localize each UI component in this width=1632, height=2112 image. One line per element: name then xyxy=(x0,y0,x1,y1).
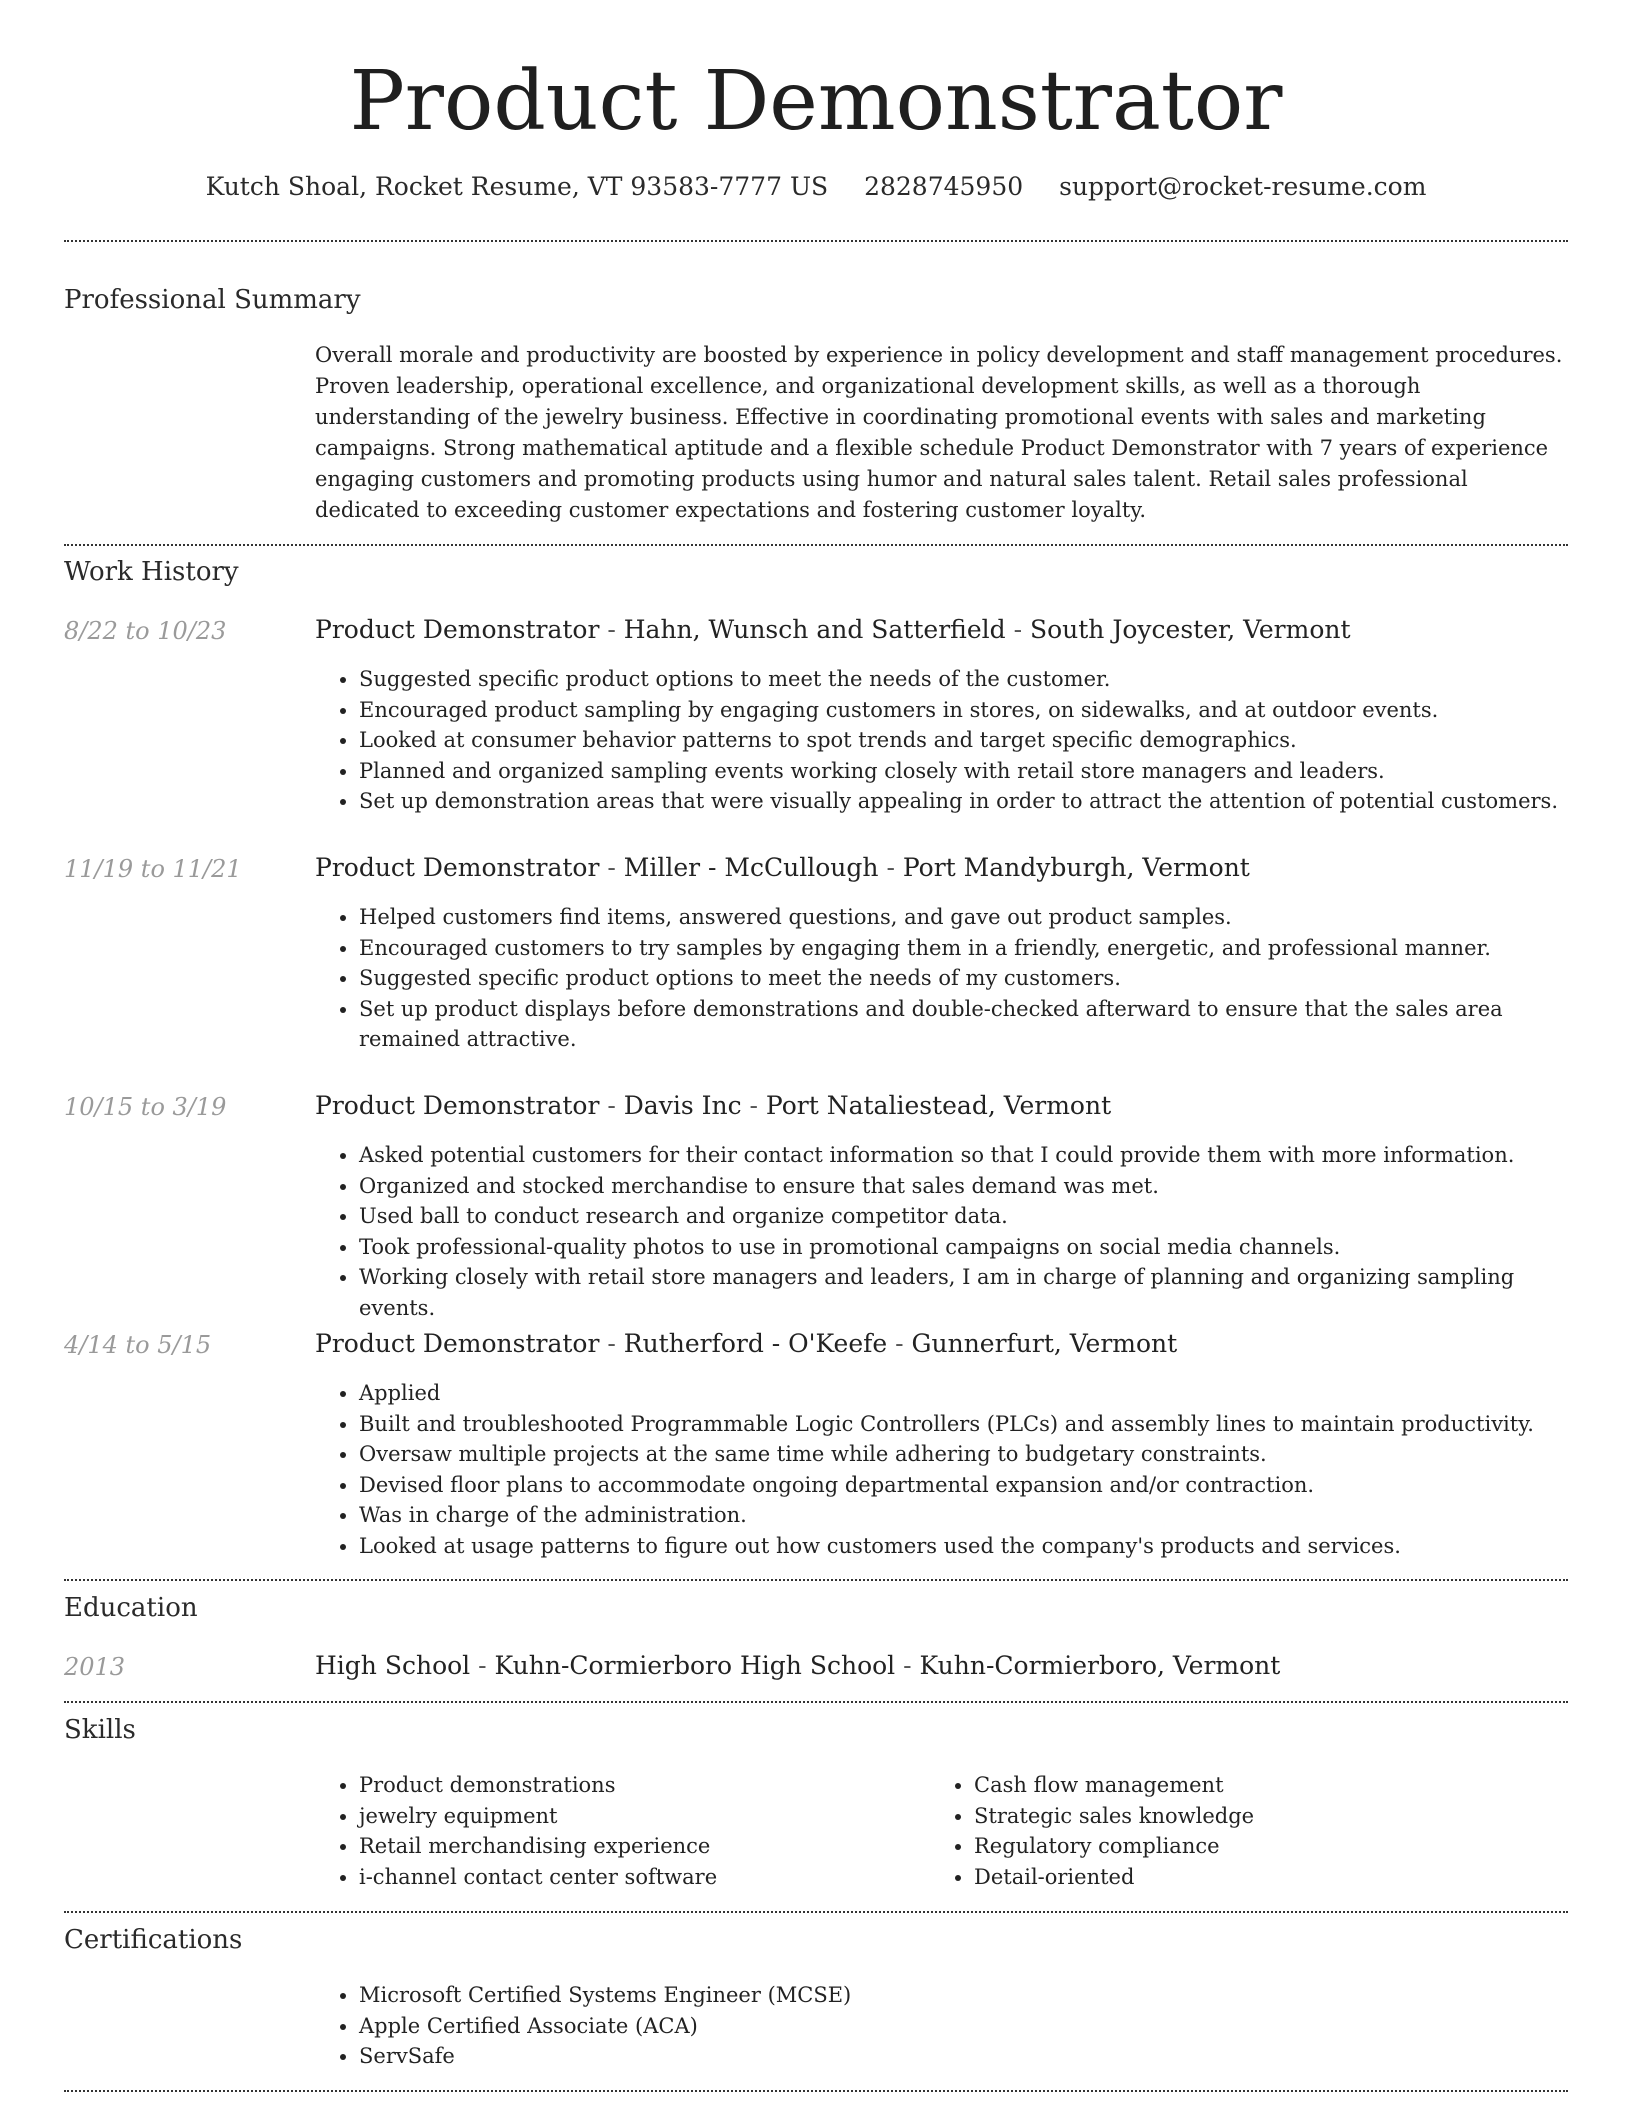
contact-email: support@rocket-resume.com xyxy=(1059,172,1427,201)
certifications-heading: Certifications xyxy=(64,1925,243,1955)
job-role: Product Demonstrator xyxy=(315,1091,600,1120)
education-degree: High School xyxy=(315,1651,471,1680)
job-bullets xyxy=(315,664,1568,817)
job-bullet: • Set up product displays before demonstrations and double-checked afterward to ensure that the sales area remained attractive. xyxy=(359,994,1568,1055)
contact-phone: 2828745950 xyxy=(864,172,1024,201)
summary-text: Overall morale and productivity are boosted by experience in policy development and staff management procedures. Proven leadership, operational excellence, and organizational development skills, as well as a thorough understanding of the jewelry business. Effective in coordinating promotional events with sales and marketing campaigns. Strong mathematical aptitude and a flexible schedule Product Demonstrator with 7 years of experience engaging customers and promoting products using humor and natural sales talent. Retail sales professional dedicated to exceeding customer expectations and fostering customer loyalty. xyxy=(315,343,1563,522)
contact-address: Kutch Shoal, Rocket Resume, VT 93583-7777 US xyxy=(205,172,829,201)
skills-column-left xyxy=(315,1770,915,1892)
work-history-heading: Work History xyxy=(64,557,239,587)
job-bullet: • Encouraged customers to try samples by engaging them in a friendly, energetic, and professional manner. xyxy=(359,933,1568,964)
resume-name: Product Demonstrator xyxy=(349,54,1283,149)
job-bullets xyxy=(315,1378,1568,1561)
job-bullet: • Looked at consumer behavior patterns to spot trends and target specific demographics. xyxy=(359,725,1568,756)
certification-item: • Microsoft Certified Systems Engineer (MCSE) xyxy=(359,1980,1568,2011)
skill-item: • i-channel contact center software xyxy=(359,1862,915,1893)
job-role: Product Demonstrator xyxy=(315,853,600,882)
divider xyxy=(64,544,1568,546)
skill-item: • jewelry equipment xyxy=(359,1801,915,1832)
job-dates: 4/14 to 5/15 xyxy=(64,1331,212,1359)
divider xyxy=(64,1911,1568,1913)
divider xyxy=(64,2090,1568,2092)
job-bullet: • Helped customers find items, answered questions, and gave out product samples. xyxy=(359,902,1568,933)
job-dates: 11/19 to 11/21 xyxy=(64,855,242,883)
certification-item: • Apple Certified Associate (ACA) xyxy=(359,2011,1568,2042)
skill-item: • Product demonstrations xyxy=(359,1770,915,1801)
skill-item: • Detail-oriented xyxy=(974,1862,1530,1893)
education-year: 2013 xyxy=(64,1653,126,1681)
skill-item: • Regulatory compliance xyxy=(974,1831,1530,1862)
job-bullet: • Planned and organized sampling events working closely with retail store managers and leaders. xyxy=(359,756,1568,787)
job-bullet: • Applied xyxy=(359,1378,1568,1409)
job-bullet: • Looked at usage patterns to figure out how customers used the company's products and services. xyxy=(359,1531,1568,1562)
job-location: Gunnerfurt, Vermont xyxy=(911,1329,1178,1358)
job-company: Hahn, Wunsch and Satterfield xyxy=(623,615,1006,644)
job-bullet: • Devised floor plans to accommodate ongoing departmental expansion and/or contraction. xyxy=(359,1470,1568,1501)
job-bullet: • Took professional-quality photos to use in promotional campaigns on social media channels. xyxy=(359,1232,1568,1263)
divider xyxy=(64,1701,1568,1703)
job-entry xyxy=(315,853,1568,1055)
job-location: Port Mandyburgh, Vermont xyxy=(902,853,1250,882)
education-heading: Education xyxy=(64,1593,198,1623)
job-header: Product Demonstrator - Davis Inc - Port Nataliestead, Vermont xyxy=(315,1091,1112,1120)
summary-heading: Professional Summary xyxy=(64,285,361,315)
job-dates: 8/22 to 10/23 xyxy=(64,617,227,645)
certification-item: • ServSafe xyxy=(359,2041,1568,2072)
education-location: Kuhn-Cormierboro, Vermont xyxy=(919,1651,1281,1680)
education-school: Kuhn-Cormierboro High School xyxy=(494,1651,896,1680)
job-bullet: • Was in charge of the administration. xyxy=(359,1500,1568,1531)
job-dates: 10/15 to 3/19 xyxy=(64,1093,227,1121)
skill-item: • Retail merchandising experience xyxy=(359,1831,915,1862)
job-bullet: • Suggested specific product options to meet the needs of the customer. xyxy=(359,664,1568,695)
contact-line xyxy=(64,172,1568,202)
skills-column-right xyxy=(930,1770,1530,1892)
job-header: Product Demonstrator - Miller - McCullough - Port Mandyburgh, Vermont xyxy=(315,853,1250,882)
job-bullets xyxy=(315,902,1568,1055)
job-company: Miller - McCullough xyxy=(623,853,879,882)
job-company: Davis Inc xyxy=(623,1091,742,1120)
resume-page xyxy=(64,0,1568,2068)
job-bullets xyxy=(315,1140,1568,1323)
skill-item: • Cash flow management xyxy=(974,1770,1530,1801)
job-entry xyxy=(315,1329,1568,1561)
job-bullet: • Built and troubleshooted Programmable Logic Controllers (PLCs) and assembly lines to maintain productivity. xyxy=(359,1409,1568,1440)
job-entry xyxy=(315,615,1568,817)
certifications-list xyxy=(315,1980,1568,2072)
education-entry xyxy=(315,1651,1568,1681)
job-location: Port Nataliestead, Vermont xyxy=(765,1091,1112,1120)
divider xyxy=(64,1579,1568,1581)
job-role: Product Demonstrator xyxy=(315,1329,600,1358)
job-bullet: • Working closely with retail store managers and leaders, I am in charge of planning and organizing sampling events. xyxy=(359,1262,1568,1323)
skills-heading: Skills xyxy=(64,1715,136,1745)
certifications-block xyxy=(315,1980,1568,2072)
divider xyxy=(64,240,1568,242)
job-bullet: • Suggested specific product options to meet the needs of my customers. xyxy=(359,963,1568,994)
job-header: Product Demonstrator - Rutherford - O'Keefe - Gunnerfurt, Vermont xyxy=(315,1329,1178,1358)
skills-list xyxy=(315,1770,915,1892)
summary-block xyxy=(315,340,1568,526)
education-header: High School - Kuhn-Cormierboro High School - Kuhn-Cormierboro, Vermont xyxy=(315,1651,1281,1680)
job-company: Rutherford - O'Keefe xyxy=(623,1329,888,1358)
job-entry xyxy=(315,1091,1568,1323)
job-bullet: • Oversaw multiple projects at the same time while adhering to budgetary constraints. xyxy=(359,1439,1568,1470)
skill-item: • Strategic sales knowledge xyxy=(974,1801,1530,1832)
job-bullet: • Asked potential customers for their contact information so that I could provide them with more information. xyxy=(359,1140,1568,1171)
job-bullet: • Set up demonstration areas that were visually appealing in order to attract the attention of potential customers. xyxy=(359,786,1568,817)
job-bullet: • Organized and stocked merchandise to ensure that sales demand was met. xyxy=(359,1171,1568,1202)
job-bullet: • Used ball to conduct research and organize competitor data. xyxy=(359,1201,1568,1232)
job-role: Product Demonstrator xyxy=(315,615,600,644)
job-location: South Joycester, Vermont xyxy=(1029,615,1351,644)
skills-list xyxy=(930,1770,1530,1892)
job-bullet: • Encouraged product sampling by engaging customers in stores, on sidewalks, and at outdoor events. xyxy=(359,695,1568,726)
job-header: Product Demonstrator - Hahn, Wunsch and Satterfield - South Joycester, Vermont xyxy=(315,615,1351,644)
